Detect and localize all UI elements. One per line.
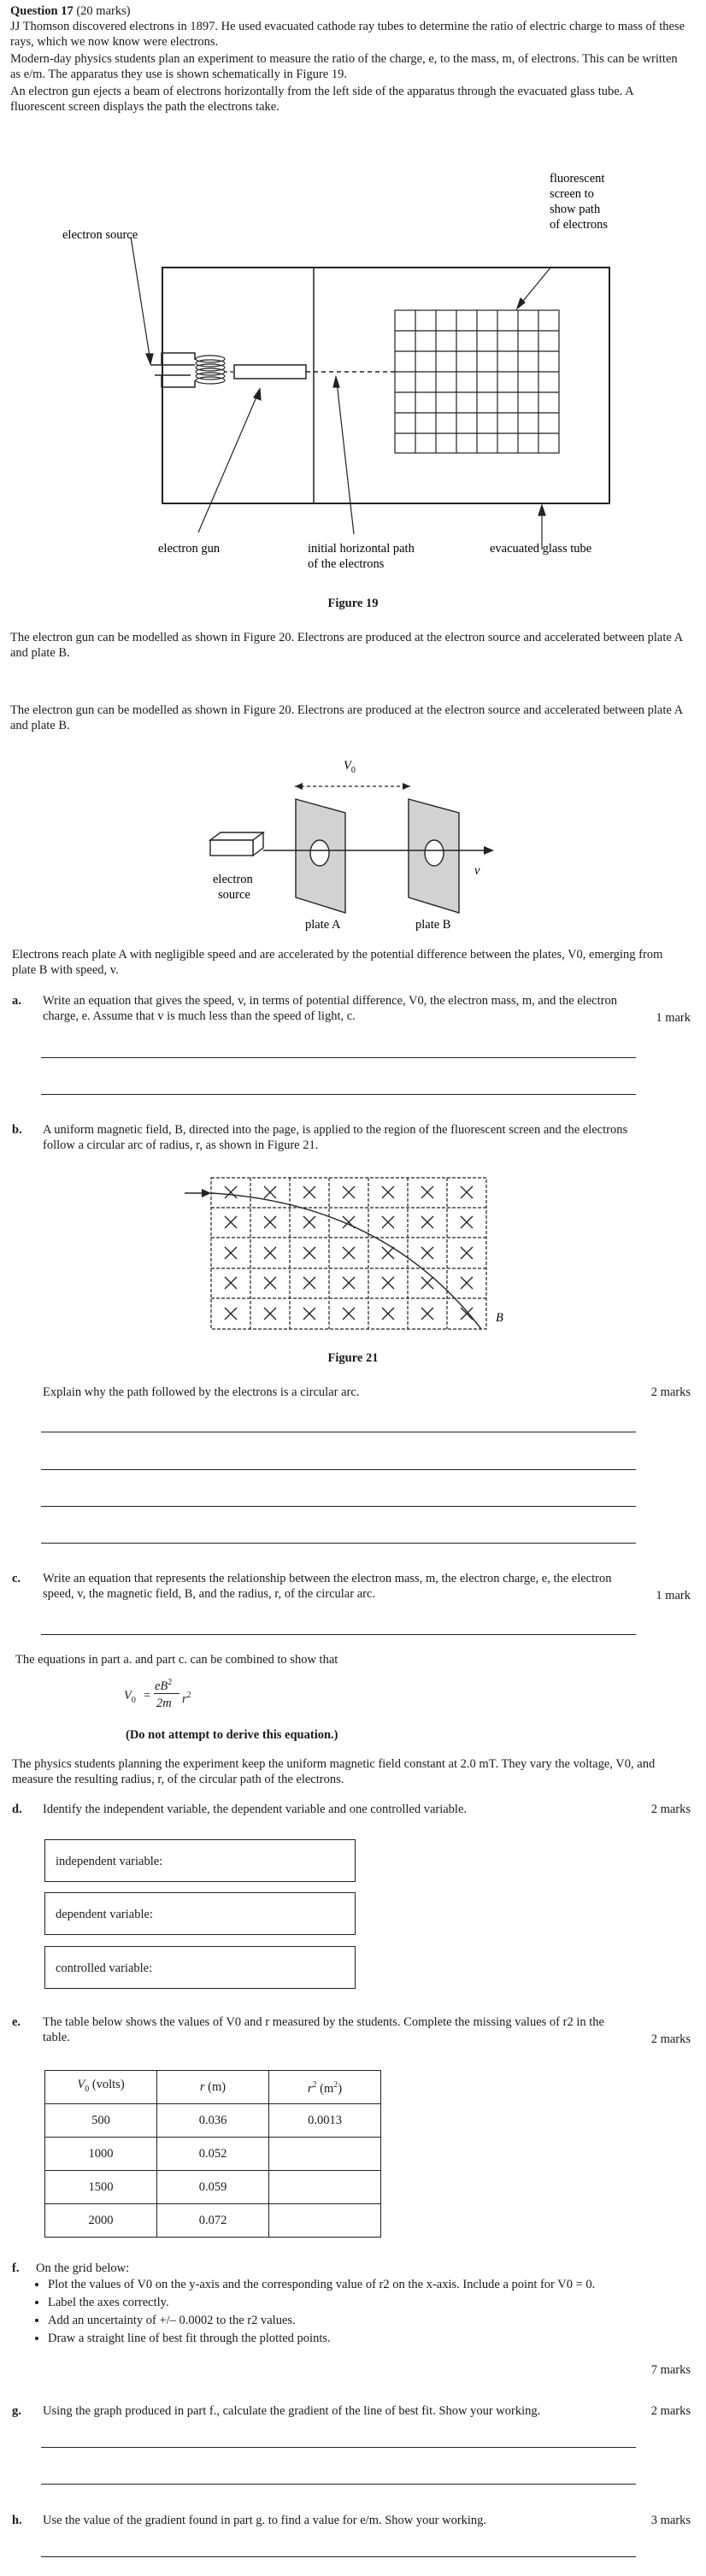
qc-marks: 1 mark: [656, 1589, 691, 1603]
question-marks: (20 marks): [76, 4, 131, 18]
qh-marks: 3 marks: [650, 2514, 691, 2527]
qb-answer-line-4[interactable]: [41, 1543, 636, 1544]
qb-answer-line-2[interactable]: [41, 1469, 636, 1470]
plate-a-label: plate A: [305, 918, 341, 932]
electron-arc: [211, 1193, 481, 1329]
source-box: [210, 832, 263, 856]
qg-marks: 2 marks: [650, 2404, 691, 2418]
qg-answer-line-2[interactable]: [41, 2484, 636, 2485]
plate-b-label: plate B: [415, 918, 451, 932]
v0-arrow-left: [295, 783, 303, 790]
intro-paragraph-3: An electron gun ejects a beam of electrons horizontally from the left side of the apparatus through the evacuated glass tube. A fluorescent screen displays the path the electrons take.: [10, 85, 633, 114]
reach-text: Electrons reach plate A with negligible speed and are accelerated by the potential difference between the plates, V0, emerging from plate B with speed, v.: [12, 948, 663, 977]
qf-text: On the grid below:: [36, 2261, 130, 2275]
independent-variable-box[interactable]: independent variable:: [44, 1839, 356, 1882]
qh-label: h.: [12, 2514, 22, 2527]
no-derive-note: (Do not attempt to derive this equation.): [126, 1728, 338, 1742]
table-row: [45, 2171, 381, 2204]
label-electron-gun: electron gun: [158, 542, 221, 556]
speed-label: v: [474, 864, 480, 878]
intro-paragraph-1: JJ Thomson discovered electrons in 1897. He used evacuated cathode ray tubes to determine the ratio of electric charge to mass of these rays, which we now know were electrons.: [10, 20, 685, 49]
qb-marks: 2 marks: [650, 1385, 691, 1399]
cell-r: 0.072: [157, 2204, 269, 2238]
eq-equals: =: [144, 1689, 151, 1703]
field-crosses: [225, 1186, 473, 1320]
cell-r2-answer[interactable]: [269, 2138, 381, 2171]
label-screen-4: of electrons: [550, 218, 609, 232]
qg-answer-line-1[interactable]: [41, 2447, 636, 2448]
qf-bullet: • Plot the values of V0 on the y-axis and the corresponding value of r2 on the x-axis. Include a point for V0 = 0.: [48, 2277, 646, 2292]
qa-answer-line-1[interactable]: [41, 1057, 636, 1058]
qf-instructions: [31, 2277, 646, 2349]
col-header-r2: $r^2$ $(m^2)$: [269, 2071, 381, 2104]
eq-lhs: $V_0$: [124, 1689, 136, 1705]
qb-label: b.: [12, 1123, 22, 1137]
qb-explain: Explain why the path followed by the electrons is a circular arc.: [43, 1385, 360, 1399]
b-field-label: B: [496, 1311, 503, 1325]
results-table: [44, 2070, 381, 2238]
qg-text: Using the graph produced in part f., calculate the gradient of the line of best fit. Show your working.: [43, 2404, 541, 2418]
cell-r: 0.036: [157, 2104, 269, 2138]
label-screen-2: screen to: [550, 187, 594, 201]
qa-answer-line-2[interactable]: [41, 1094, 636, 1095]
beam-entry-arrowhead: [202, 1189, 211, 1197]
qd-label: d.: [12, 1803, 22, 1816]
qe-text: The table below shows the values of V0 and r measured by the students. Complete the missing values of r2 in the table.: [43, 2015, 604, 2044]
qb-text: A uniform magnetic field, B, directed into the page, is applied to the region of the fluorescent screen and the electrons follow a circular arc of radius, r, as shown in Figure 21.: [43, 1123, 628, 1152]
table-row: [45, 2104, 381, 2138]
label-path-2: of the electrons: [308, 557, 385, 568]
exit-arrowhead: [484, 846, 494, 855]
dependent-variable-box[interactable]: dependent variable:: [44, 1892, 356, 1935]
qb-answer-line-3[interactable]: [41, 1506, 636, 1507]
eq-denominator: 2m: [156, 1697, 172, 1710]
qa-label: a.: [12, 994, 21, 1008]
label-path-1: initial horizontal path: [308, 542, 415, 556]
figure-20: [0, 752, 706, 940]
eq-fraction-bar: [154, 1693, 179, 1694]
fluorescent-screen-grid: [395, 310, 559, 453]
cell-r2-answer[interactable]: [269, 2204, 381, 2238]
qf-bullet: • Draw a straight line of best fit through the plotted points.: [48, 2331, 646, 2346]
qh-text: Use the value of the gradient found in part g. to find a value for e/m. Show your working.: [43, 2514, 487, 2527]
figure-21: [0, 1169, 706, 1340]
cell-v0: 1000: [45, 2138, 157, 2171]
v0-label: $V_0$: [344, 759, 356, 775]
plate-b-hole: [425, 840, 444, 866]
gun-anode: [234, 365, 306, 379]
qd-text: Identify the independent variable, the dependent variable and one controlled variable.: [43, 1803, 468, 1816]
table-header-row: [45, 2071, 381, 2104]
qa-marks: 1 mark: [656, 1011, 691, 1025]
source-label-2: source: [218, 888, 250, 902]
question-header: [10, 3, 131, 19]
cell-r: 0.059: [157, 2171, 269, 2204]
cell-v0: 1500: [45, 2171, 157, 2204]
cell-r2: 0.0013: [269, 2104, 381, 2138]
col-header-r: r (m): [157, 2071, 269, 2104]
label-screen-3: show path: [550, 203, 601, 216]
v0-arrow-right: [403, 783, 410, 790]
label-screen-1: fluorescent: [550, 172, 605, 185]
qf-bullet: • Add an uncertainty of +/– 0.0002 to the r2 values.: [48, 2313, 646, 2328]
cell-v0: 2000: [45, 2204, 157, 2238]
intro-paragraph-2: Modern-day physics students plan an experiment to measure the ratio of the charge, e, to the mass, m, of electrons. This can be written as e/m. The apparatus they use is shown schematically in Figure 19.: [10, 52, 678, 81]
qf-label: f.: [12, 2261, 20, 2275]
qc-label: c.: [12, 1572, 21, 1585]
qf-bullet: • Label the axes correctly.: [48, 2295, 646, 2310]
glass-tube: [162, 268, 609, 503]
table-row: [45, 2204, 381, 2238]
eq-r: $r^2$: [182, 1691, 191, 1706]
cell-v0: 500: [45, 2104, 157, 2138]
figure-21-caption: Figure 21: [327, 1351, 379, 1365]
equation: [124, 1675, 244, 1716]
qa-text: Write an equation that gives the speed, v, in terms of potential difference, V0, the electron mass, m, and the electron charge, e. Assume that v is much less than the speed of light, c.: [43, 994, 617, 1023]
figure-19-caption: Figure 19: [327, 597, 379, 610]
qc-text: Write an equation that represents the relationship between the electron mass, m, the electron charge, e, the electron speed, v, the magnetic field, B, and the radius, r, of the circular arc.: [43, 1572, 612, 1601]
question-number: Question 17: [10, 4, 74, 18]
controlled-variable-box[interactable]: controlled variable:: [44, 1946, 356, 1989]
label-glass-tube: evacuated glass tube: [490, 542, 592, 556]
plate-a-hole: [310, 840, 329, 866]
source-label-1: electron: [213, 873, 253, 886]
planning-text: The physics students planning the experiment keep the uniform magnetic field constant at 2.0 mT. They vary the voltage, V0, and measure the resulting radius, r, of the circular path of the electrons.: [12, 1757, 656, 1786]
fig20-intro: The electron gun can be modelled as shown in Figure 20. Electrons are produced at the electron source and accelerated between plate A and plate B.: [10, 631, 683, 660]
qd-marks: 2 marks: [650, 1803, 691, 1816]
col-header-v0: $V_0$ (volts): [45, 2071, 157, 2104]
combine-text: The equations in part a. and part c. can be combined to show that: [15, 1653, 338, 1667]
qf-marks: 7 marks: [650, 2363, 691, 2377]
qe-marks: 2 marks: [650, 2032, 691, 2046]
cell-r2-answer[interactable]: [269, 2171, 381, 2204]
figure-19: [0, 167, 706, 568]
fig20-intro-repeat: The electron gun can be modelled as shown in Figure 20. Electrons are produced at the electron source and accelerated between plate A and plate B.: [10, 703, 683, 732]
eq-numerator: $eB^2$: [155, 1678, 173, 1693]
qg-label: g.: [12, 2404, 21, 2418]
table-row: [45, 2138, 381, 2171]
filament-coil: [196, 356, 225, 384]
qc-answer-line-1[interactable]: [41, 1634, 636, 1635]
qh-answer-line-1[interactable]: [41, 2556, 636, 2557]
electron-source-circuit: [150, 353, 195, 387]
cell-r: 0.052: [157, 2138, 269, 2171]
label-electron-source: electron source: [62, 228, 138, 242]
qe-label: e.: [12, 2015, 21, 2029]
